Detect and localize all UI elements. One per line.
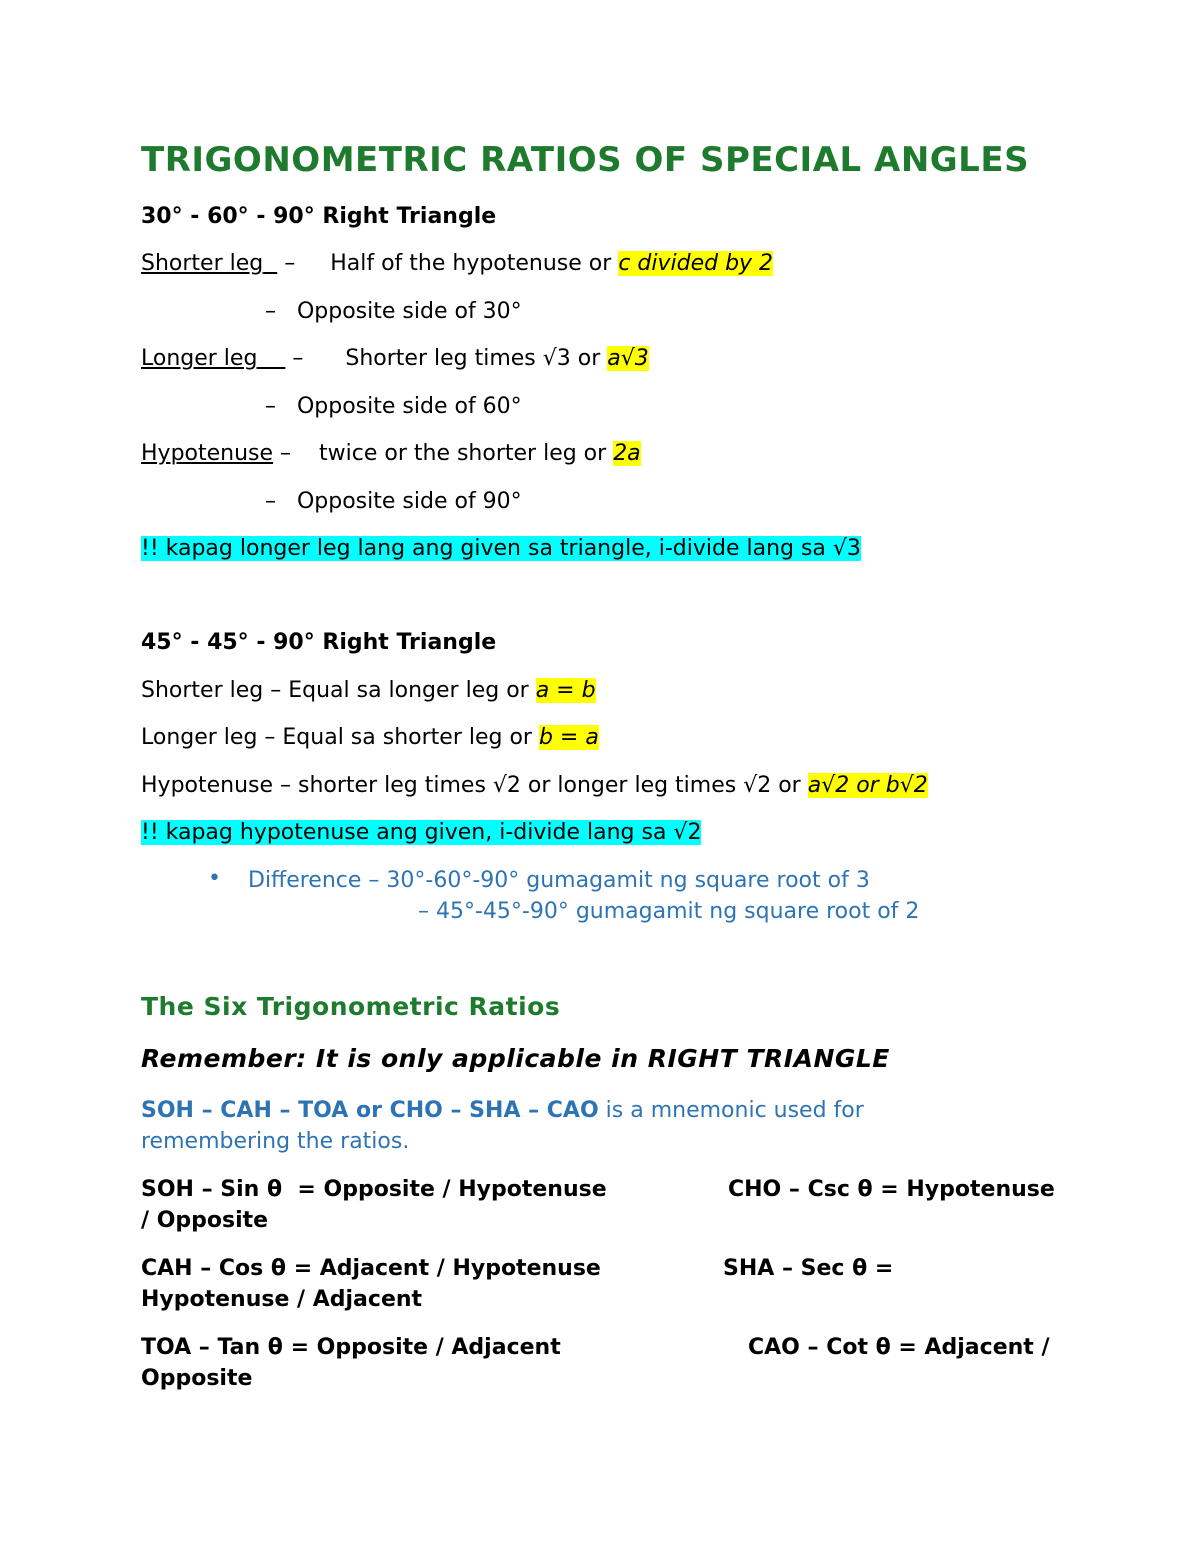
cho-ratio: CHO – Csc θ = Hypotenuse	[728, 1177, 1055, 1202]
equal-shorter-highlight: a = b	[535, 678, 596, 703]
page-title: TRIGONOMETRIC RATIOS OF SPECIAL ANGLES	[141, 140, 1030, 180]
equal-longer-line: Longer leg – Equal sa shorter leg or b = a	[141, 725, 599, 750]
mnemonic-line: SOH – CAH – TOA or CHO – SHA – CAO is a mnemonic used for	[141, 1098, 864, 1123]
six-ratios-heading: The Six Trigonometric Ratios	[141, 992, 561, 1021]
longer-leg-text: Shorter leg times √3 or	[345, 346, 608, 371]
cao-ratio: CAO – Cot θ = Adjacent /	[748, 1335, 1050, 1360]
longer-leg-label: Longer leg	[141, 346, 258, 371]
equal-longer-highlight: b = a	[538, 725, 599, 750]
equal-shorter-line: Shorter leg – Equal sa longer leg or a = b	[141, 678, 596, 703]
shorter-leg-highlight: c divided by 2	[618, 251, 774, 276]
hypotenuse-45-line: Hypotenuse – shorter leg times √2 or longer leg times √2 or a√2 or b√2	[141, 773, 928, 798]
longer-leg-highlight: a√3	[607, 346, 649, 371]
cho-ratio-cont: / Opposite	[141, 1208, 269, 1233]
hypotenuse-label: Hypotenuse	[141, 441, 274, 466]
opposite-60-line: – Opposite side of 60°	[265, 394, 522, 419]
bullet-dot-icon: •	[208, 866, 221, 891]
opposite-30-line: – Opposite side of 30°	[265, 299, 522, 324]
hypotenuse-45-highlight: a√2 or b√2	[807, 773, 928, 798]
longer-leg-line: Longer leg – Shorter leg times √3 or a√3	[141, 346, 649, 371]
note-45-45-90: !! kapag hypotenuse ang given, i-divide lang sa √2	[141, 820, 702, 845]
cao-ratio-cont: Opposite	[141, 1366, 253, 1391]
hypotenuse-line: Hypotenuse – twice or the shorter leg or 2a	[141, 441, 641, 466]
difference-line-2: – 45°-45°-90° gumagamit ng square root of 2	[418, 899, 920, 924]
mnemonic-line-2: remembering the ratios.	[141, 1129, 410, 1154]
opposite-90-line: – Opposite side of 90°	[265, 489, 522, 514]
hypotenuse-highlight: 2a	[613, 441, 641, 466]
note-30-60-90: !! kapag longer leg lang ang given sa triangle, i-divide lang sa √3	[141, 536, 861, 561]
section-45-45-90-heading: 45° - 45° - 90° Right Triangle	[141, 630, 497, 655]
remember-note: Remember: It is only applicable in RIGHT TRIANGLE	[141, 1044, 890, 1073]
section-30-60-90-heading: 30° - 60° - 90° Right Triangle	[141, 204, 497, 229]
difference-line-1: Difference – 30°-60°-90° gumagamit ng square root of 3	[248, 868, 870, 893]
shorter-leg-text: Half of the hypotenuse or	[330, 251, 619, 276]
shorter-leg-label: Shorter leg	[141, 251, 264, 276]
soh-ratio: SOH – Sin θ = Opposite / Hypotenuse	[141, 1177, 607, 1202]
cah-ratio: CAH – Cos θ = Adjacent / Hypotenuse	[141, 1256, 601, 1281]
shorter-leg-line: Shorter leg – Half of the hypotenuse or c divided by 2	[141, 251, 774, 276]
hypotenuse-text: twice or the shorter leg or	[319, 441, 614, 466]
sha-ratio-cont: Hypotenuse / Adjacent	[141, 1287, 423, 1312]
sha-ratio: SHA – Sec θ =	[723, 1256, 894, 1281]
toa-ratio: TOA – Tan θ = Opposite / Adjacent	[141, 1335, 561, 1360]
